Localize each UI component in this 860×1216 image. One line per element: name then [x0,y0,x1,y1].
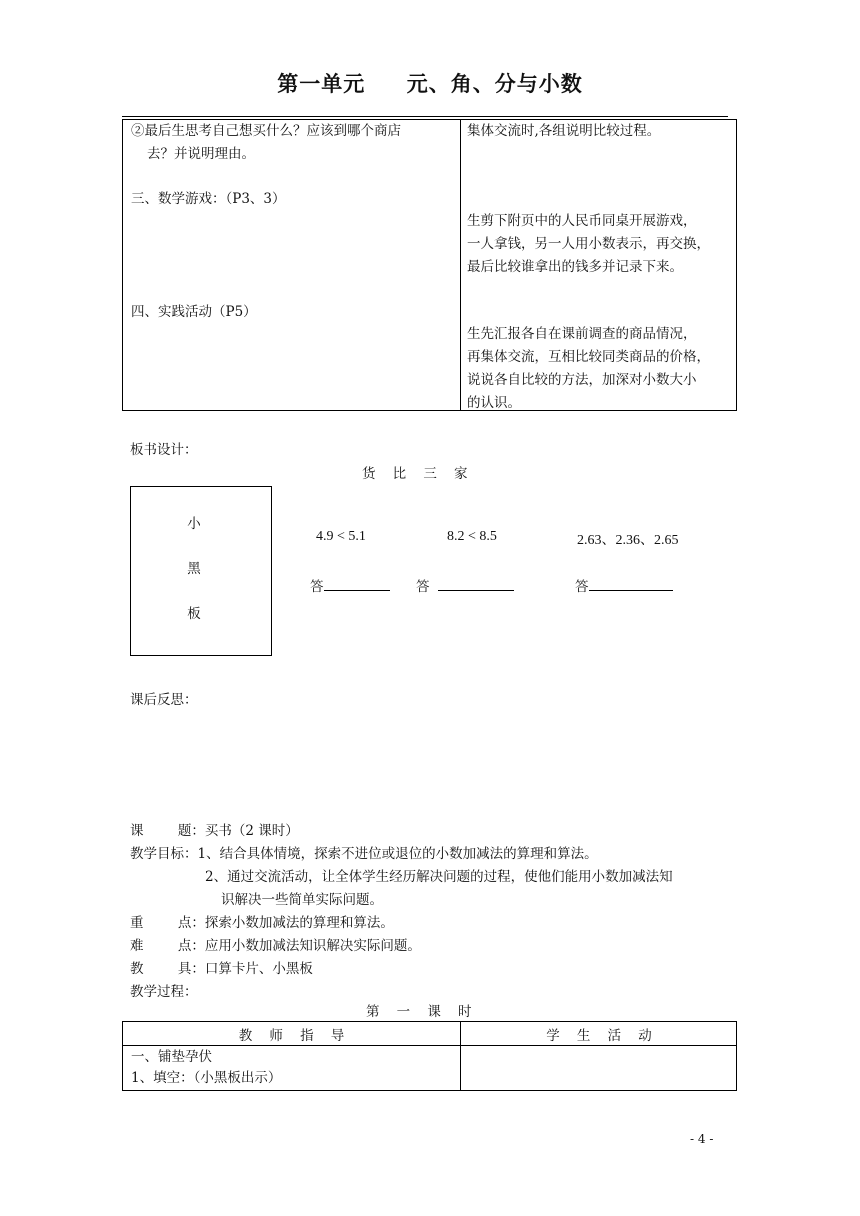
left-line-2: 去？并说明理由。 [147,146,255,162]
right-line-7: 说说各自比较的方法，加深对小数大小 [467,372,697,388]
header-rule [122,116,728,117]
answer-blank-2 [416,575,514,595]
blackboard-char-1: 小 [187,516,201,532]
answer-label: 答 [310,579,324,595]
right-line-8: 的认识。 [467,395,521,411]
right-line-6: 再集体交流，互相比较同类商品的价格， [467,349,710,365]
page-title: 第一单元 元、角、分与小数 [277,72,583,96]
lesson-process-label: 教学过程： [130,984,198,1000]
header-teacher-guidance: 教 师 指 导 [238,1028,345,1044]
right-line-5: 生先汇报各自在课前调查的商品情况， [467,326,697,342]
lesson-topic: 课 题：买书（2 课时） [130,823,299,839]
blackboard-char-3: 板 [187,606,201,622]
lesson-table [122,1021,737,1091]
lesson-goals-1: 教学目标：1、结合具体情境，探索不进位或退位的小数加减法的算理和算法。 [130,846,598,862]
right-line-1: 集体交流时,各组说明比较过程。 [467,123,661,139]
answer-blank-3 [575,575,673,595]
board-design-label: 板书设计： [130,442,198,458]
answer-line [589,590,673,591]
section-math-game: 三、数学游戏：（P3、3） [131,191,286,207]
header-student-activity: 学 生 活 动 [546,1028,652,1044]
comparison-1: 4.9 < 5.1 [316,529,366,544]
lesson-key-point: 重 点：探索小数加减法的算理和算法。 [130,915,394,931]
reflection-label: 课后反思： [130,692,198,708]
page-number: - 4 - [690,1132,714,1146]
period-title: 第 一 课 时 [366,1004,472,1020]
right-line-4: 最后比较谁拿出的钱多并记录下来。 [467,259,683,275]
right-line-2: 生剪下附页中的人民币同桌开展游戏， [467,213,697,229]
table-line-2: 1、填空：（小黑板出示） [131,1070,282,1086]
answer-line [438,590,514,591]
activity-table [122,119,737,411]
lesson-goals-2: 2、通过交流活动，让全体学生经历解决问题的过程，使他们能用小数加减法知 [205,869,673,885]
answer-label: 答 [416,579,430,595]
comparison-3: 2.63、2.36、2.65 [577,533,679,548]
answer-line [324,590,390,591]
answer-label: 答 [575,579,589,595]
section-practice: 四、实践活动（P5） [131,304,257,320]
lesson-difficulty: 难 点：应用小数加减法知识解决实际问题。 [130,938,421,954]
lesson-goals-2b: 识解决一些简单实际问题。 [221,892,383,908]
blackboard-char-2: 黑 [187,561,201,577]
table-line-1: 一、铺垫孕伏 [131,1049,212,1065]
right-line-3: 一人拿钱，另一人用小数表示，再交换， [467,236,710,252]
lesson-tools: 教 具：口算卡片、小黑板 [130,961,313,977]
left-line-1: ②最后生思考自己想买什么？应该到哪个商店 [131,123,401,139]
answer-blank-1 [310,575,390,595]
header-row-divider [123,1045,736,1046]
comparison-2: 8.2 < 8.5 [447,529,497,544]
board-title: 货 比 三 家 [362,466,468,482]
